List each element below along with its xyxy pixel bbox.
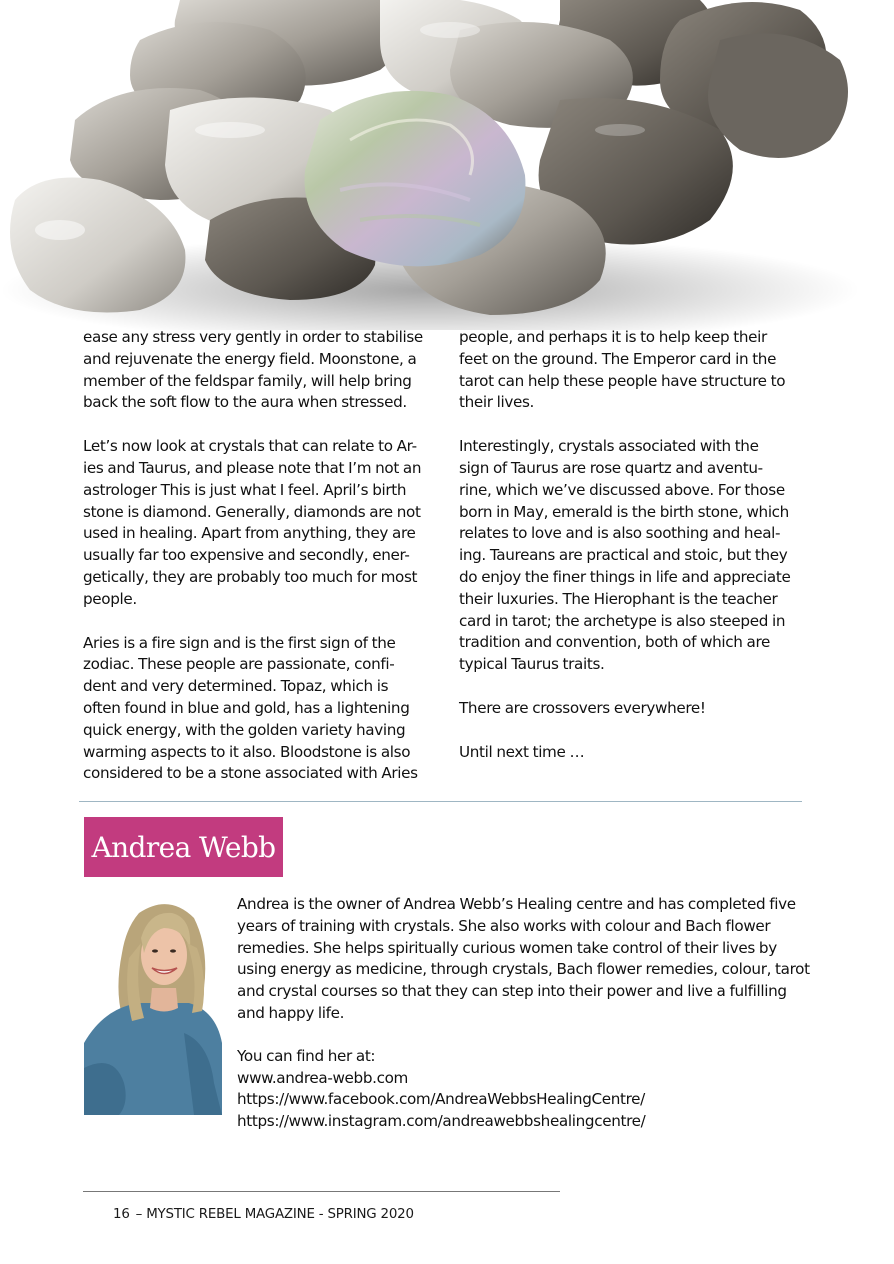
article-right-column	[459, 327, 819, 786]
article-left-column	[83, 327, 438, 807]
author-bio-text: Andrea is the owner of Andrea Webb’s Healing centre and has completed five years of training with crystals. She also works with colour and Bach flower remedies. She helps spiritually curious women take control of their lives by using energy as medicine, through crystals, Bach flower remedies, colour, tarot and crystal courses so that they can step into their power and live a fulfilling and happy life.	[237, 895, 810, 1022]
paragraph: Aries is a fire sign and is the first sign of the zodiac. These people are passionate, confi- dent and very determined. Topaz, which is often found in blue and gold, has a lightening quick energy, with the golden variety having warming aspects to it also. Bloodstone is also considered to be a stone associated with Aries	[83, 633, 418, 783]
author-name-heading: Andrea Webb	[84, 817, 283, 877]
moonstone-crystals-image	[0, 0, 894, 330]
paragraph: Until next time …	[459, 742, 585, 761]
website-link[interactable]: www.andrea-webb.com	[237, 1068, 408, 1087]
paragraph: people, and perhaps it is to help keep their feet on the ground. The Emperor card in the tarot can help these people have structure to their lives.	[459, 328, 786, 412]
paragraph: There are crossovers everywhere!	[459, 698, 706, 717]
paragraph: Interestingly, crystals associated with the sign of Taurus are rose quartz and aventu- rine, which we’ve discussed above. For those born in May, emerald is the birth stone, which relates to love and is also soothing and heal- ing. Taureans are practical and stoic, but they do enjoy the finer things in life and appreciate their luxuries. The Hierophant is the teacher card in tarot; the archetype is also steeped in tradition and convention, both of which are typical Taurus traits.	[459, 437, 791, 674]
footer-divider	[83, 1191, 560, 1192]
section-divider	[79, 801, 802, 802]
paragraph: Let’s now look at crystals that can relate to Ar- ies and Taurus, and please note that I’m not an astrologer This is just what I feel. April’s birth stone is diamond. Generally, diamonds are not used in healing. Apart from anything, they are usually far too expensive and secondly, ener- getically, they are probably too much for most people.	[83, 437, 422, 608]
author-contact	[237, 1046, 817, 1133]
author-bio	[237, 894, 817, 1133]
instagram-link[interactable]: https://www.instagram.com/andreawebbshealingcentre/	[237, 1112, 646, 1131]
author-photo	[84, 893, 222, 1115]
page-footer	[113, 1207, 420, 1222]
publication-name: – MYSTIC REBEL MAGAZINE - SPRING 2020	[135, 1207, 414, 1222]
paragraph: ease any stress very gently in order to stabilise and rejuvenate the energy field. Moonstone, a member of the feldspar family, will help bring back the soft flow to the aura when stressed.	[83, 328, 423, 412]
page-number: 16	[113, 1207, 130, 1222]
find-her-label: You can find her at:	[237, 1046, 376, 1065]
facebook-link[interactable]: https://www.facebook.com/AndreaWebbsHealingCentre/	[237, 1090, 645, 1109]
